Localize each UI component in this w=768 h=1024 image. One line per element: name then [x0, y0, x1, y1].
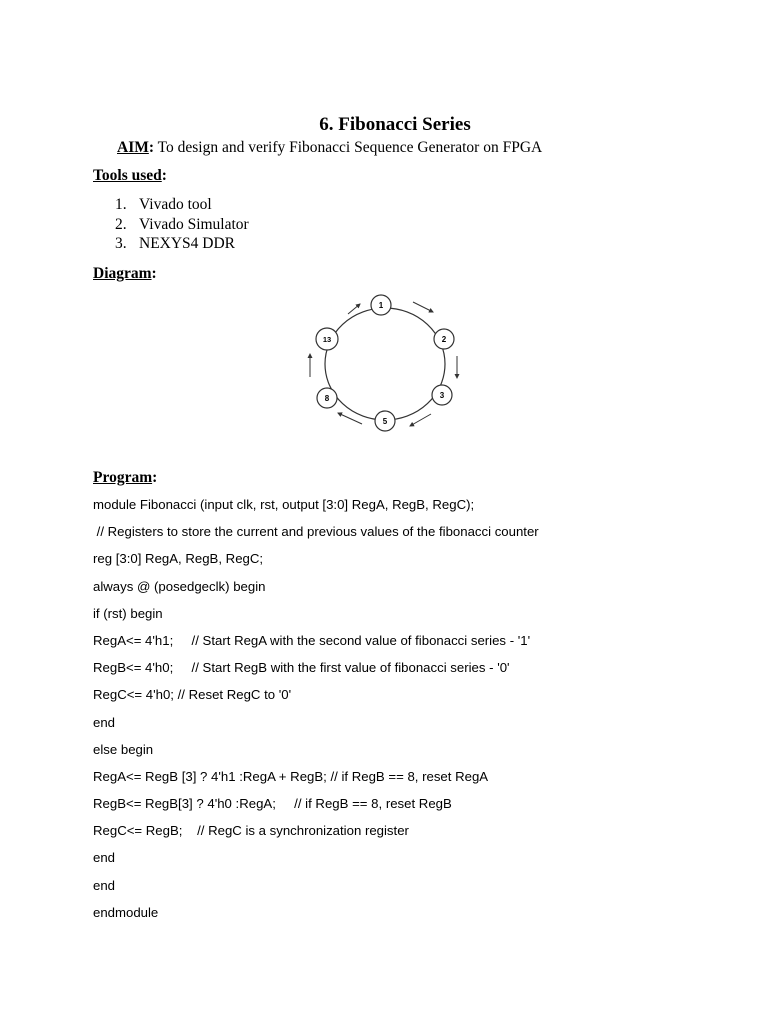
code-line: RegA<= RegB [3] ? 4'h1 :RegA + RegB; // if RegB == 8, reset RegA: [93, 768, 489, 784]
diagram-heading-label: Diagram: [93, 265, 152, 282]
tools-item-number: 2.: [115, 215, 127, 233]
code-line: reg [3:0] RegA, RegB, RegC;: [93, 551, 264, 567]
diagram-heading-colon: :: [151, 265, 157, 282]
code-line: end: [93, 850, 116, 866]
code-line: endmodule: [93, 904, 159, 920]
code-line: always @ (posedgeclk) begin: [93, 578, 266, 594]
svg-text:8: 8: [324, 394, 330, 403]
node-8: [317, 388, 337, 408]
code-line: RegC<= 4'h0; // Reset RegC to '0': [93, 687, 292, 703]
code-line: if (rst) begin: [93, 605, 163, 621]
tools-list: [115, 195, 249, 254]
svg-text:5: 5: [382, 417, 388, 426]
aim-label: AIM: [117, 139, 149, 156]
tools-list-item: [115, 195, 249, 215]
fibonacci-ring-diagram: [300, 292, 470, 434]
arrow-13-to-1: [348, 304, 360, 314]
arrow-3-to-5: [410, 414, 431, 426]
tools-heading-label: Tools used: [93, 167, 162, 184]
tools-list-item: [115, 215, 249, 235]
node-3: [432, 385, 452, 405]
program-heading: [93, 469, 157, 487]
tools-heading-colon: :: [161, 167, 167, 184]
tools-item-text: Vivado tool: [139, 196, 212, 213]
code-line: RegB<= RegB[3] ? 4'h0 :RegA; // if RegB == 8, reset RegB: [93, 796, 452, 812]
tools-item-text: Vivado Simulator: [139, 215, 249, 233]
code-line: RegA<= 4'h1; // Start RegA with the second value of fibonacci series - '1': [93, 632, 531, 648]
node-2: [434, 329, 454, 349]
code-line: // Registers to store the current and previous values of the fibonacci counter: [93, 524, 539, 540]
aim-colon: :: [148, 139, 155, 156]
arrow-1-to-2: [413, 302, 433, 312]
svg-text:3: 3: [439, 391, 445, 400]
node-1: [371, 295, 391, 315]
code-line: end: [93, 877, 116, 893]
code-line: RegC<= RegB; // RegC is a synchronization register: [93, 823, 409, 839]
program-heading-label: Program: [93, 469, 153, 486]
tools-list-item: [115, 234, 249, 254]
tools-item-number: 1.: [115, 196, 127, 213]
tools-item-text: NEXYS4 DDR: [139, 235, 236, 252]
aim-text: To design and verify Fibonacci Sequence Generator on FPGA: [154, 139, 543, 156]
code-line: module Fibonacci (input clk, rst, output [3:0] RegA, RegB, RegC);: [93, 497, 475, 512]
svg-text:2: 2: [441, 335, 447, 344]
program-heading-colon: :: [152, 469, 158, 486]
ring-circle: [322, 308, 445, 420]
tools-heading: [93, 167, 167, 185]
svg-text:13: 13: [322, 335, 332, 344]
diagram-heading: [93, 265, 157, 283]
program-code: [93, 495, 733, 930]
code-line: else begin: [93, 741, 154, 757]
code-line: end: [93, 714, 116, 730]
aim-line: [117, 139, 542, 157]
page-title: 6. Fibonacci Series: [319, 114, 471, 135]
node-5: [375, 411, 395, 431]
svg-text:1: 1: [378, 301, 384, 310]
node-13: [316, 328, 338, 350]
code-line: RegB<= 4'h0; // Start RegB with the first value of fibonacci series - '0': [93, 660, 510, 676]
tools-item-number: 3.: [115, 235, 127, 252]
